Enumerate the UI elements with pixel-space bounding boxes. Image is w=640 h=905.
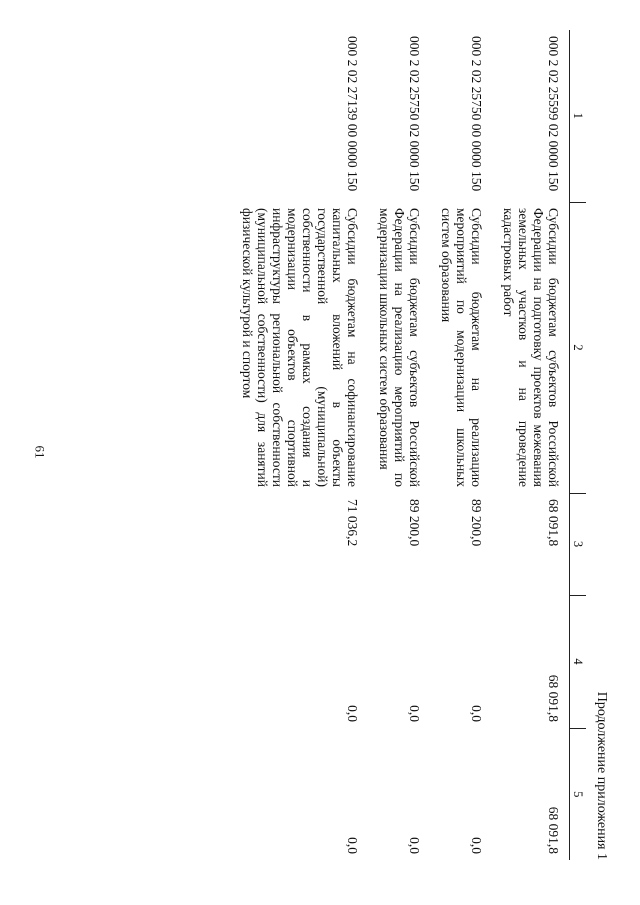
- budget-code-cell: 000 2 02 25599 02 0000 150: [546, 36, 561, 192]
- budget-table: [231, 30, 586, 860]
- column-header: 1: [570, 30, 587, 202]
- rotated-table-sheet: [90, 30, 610, 860]
- amount-col4-cell: 0,0: [345, 705, 360, 722]
- amount-col5-cell: 0,0: [469, 837, 484, 854]
- page-number: 61: [32, 445, 48, 459]
- column-header: 3: [570, 493, 587, 595]
- table-row: [430, 30, 492, 860]
- description-cell: Субсидии бюджетам на реализацию мероприятий по модернизации школьных систем образования: [439, 208, 484, 487]
- table-row: [368, 30, 430, 860]
- budget-code-cell: 000 2 02 25750 00 0000 150: [469, 36, 484, 192]
- column-header: 2: [570, 202, 587, 493]
- amount-col3-cell: 89 200,0: [407, 499, 422, 547]
- description-cell: Субсидии бюджетам субъектов Российской Федерации на подготовку проектов межевания земельных участков и на проведение кадастровых работ: [501, 208, 561, 487]
- amount-col4-cell: 68 091,8: [546, 674, 561, 722]
- amount-col3-cell: 89 200,0: [469, 499, 484, 547]
- amount-col5-cell: 0,0: [407, 837, 422, 854]
- description-cell: Субсидии бюджетам субъектов Российской Федерации на реализацию мероприятий по модернизации школьных систем образования: [377, 208, 422, 487]
- column-header: 4: [570, 595, 587, 728]
- amount-col3-cell: 71 036,2: [345, 499, 360, 547]
- amount-col4-cell: 0,0: [469, 705, 484, 722]
- column-header: 5: [570, 728, 587, 860]
- budget-code-cell: 000 2 02 25750 02 0000 150: [407, 36, 422, 192]
- appendix-caption: Продолжение приложения 1: [594, 691, 609, 860]
- amount-col5-cell: 0,0: [345, 837, 360, 854]
- table-row: [231, 30, 368, 860]
- amount-col4-cell: 0,0: [407, 705, 422, 722]
- amount-col5-cell: 68 091,8: [546, 806, 561, 854]
- description-cell: Субсидии бюджетам на софинансирование капитальных вложений в объекты государственной (муниципальной) собственности в рамках создания и модернизации объектов спортивной инфраструктуры региональной собственности (муниципальной собственности) для занятий физической культурой и спортом: [240, 208, 360, 487]
- budget-code-cell: 000 2 02 27139 00 0000 150: [345, 36, 360, 192]
- table-row: [492, 30, 570, 860]
- column-number-row: [570, 30, 587, 860]
- amount-col3-cell: 68 091,8: [546, 499, 561, 547]
